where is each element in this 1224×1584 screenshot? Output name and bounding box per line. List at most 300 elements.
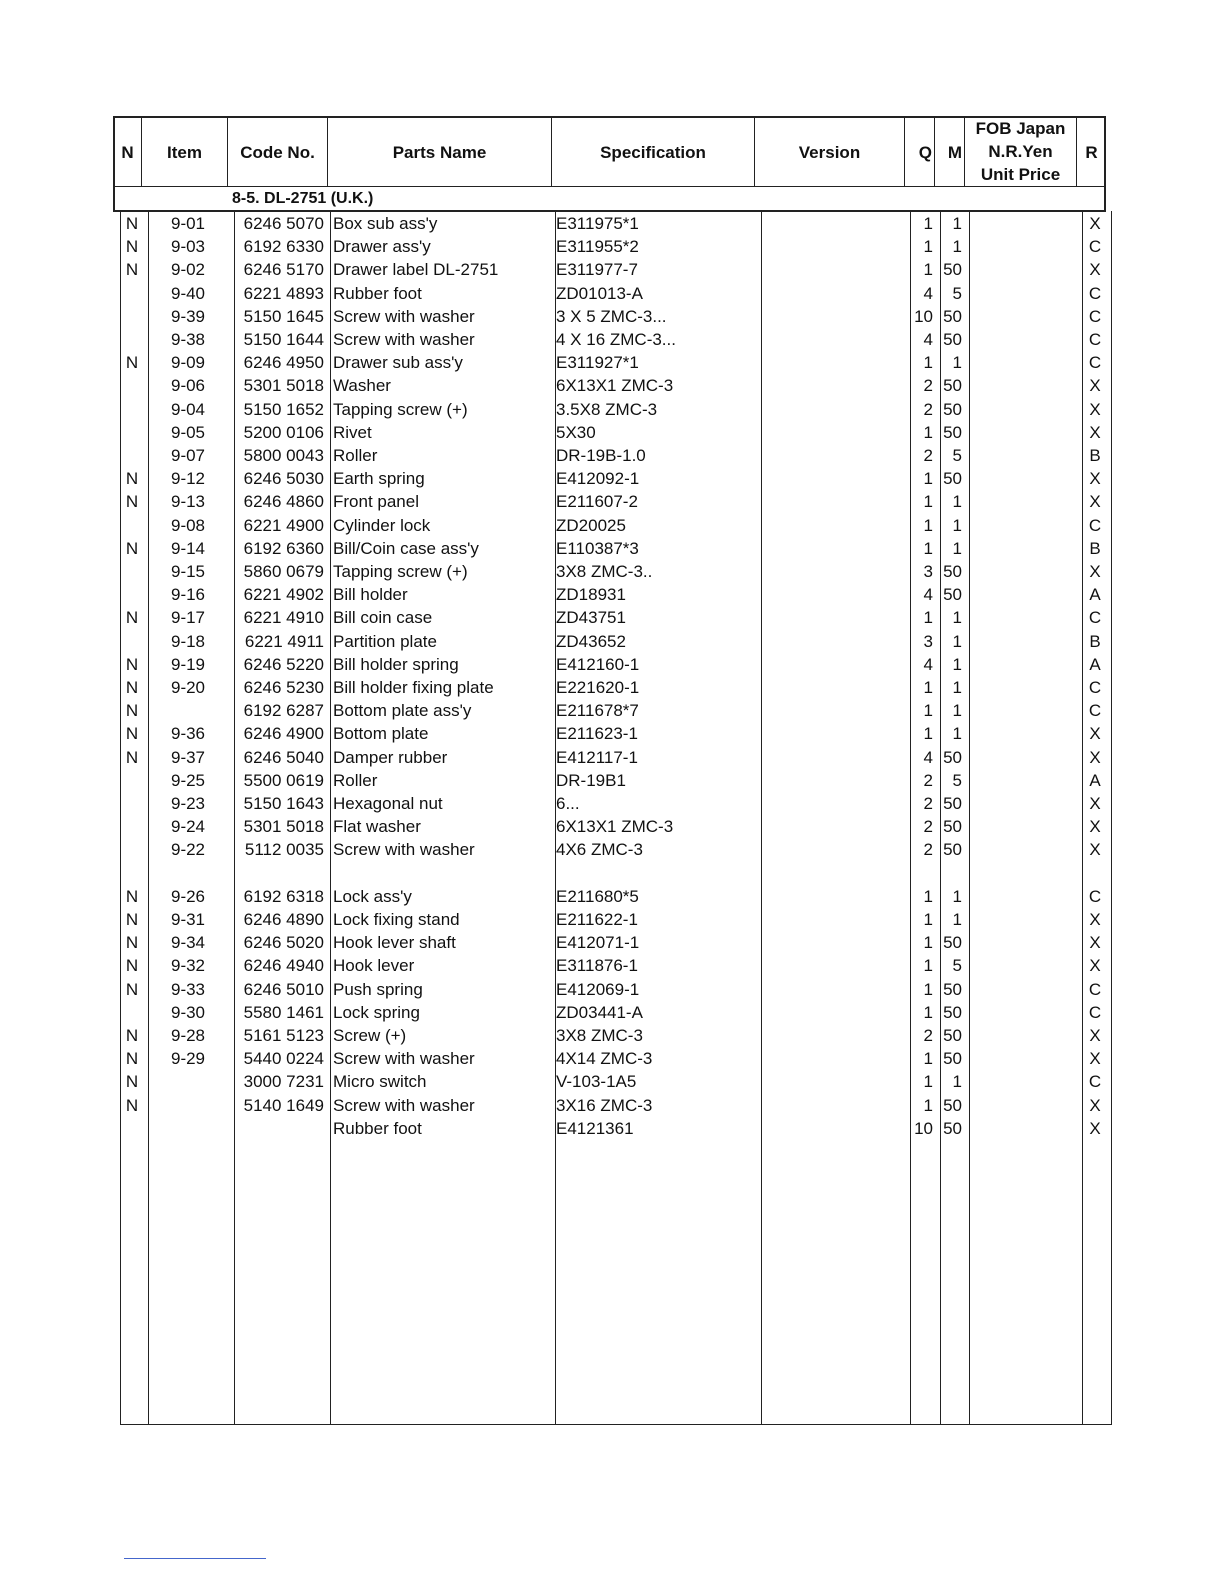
row-r: C: [1088, 678, 1102, 697]
row-code: 5301 5018: [243, 376, 324, 396]
table-row: [0, 1001, 1224, 1024]
row-m: 1: [952, 701, 962, 721]
row-parts-name: Hook lever shaft: [333, 933, 456, 953]
row-m: 1: [952, 353, 962, 373]
table-row: [0, 653, 1224, 676]
col-header-q: Q: [918, 142, 932, 162]
row-specification: ZD20025: [556, 515, 626, 535]
row-q: 1: [923, 538, 933, 558]
row-code: 6246 4860: [243, 492, 324, 512]
row-parts-name: Earth spring: [333, 469, 425, 489]
row-q: 2: [923, 770, 933, 790]
row-q: 2: [923, 817, 933, 837]
row-q: 2: [923, 399, 933, 419]
row-m: 5: [952, 446, 962, 465]
row-item: 9-23: [170, 794, 206, 813]
row-item: 9-03: [170, 237, 206, 257]
row-parts-name: Washer: [333, 376, 391, 396]
row-item: 9-31: [170, 910, 206, 929]
row-specification: 3X8 ZMC-3: [556, 1026, 643, 1045]
row-m: 50: [943, 585, 962, 605]
row-code: 5200 0106: [243, 422, 324, 442]
row-n: N: [125, 1095, 139, 1115]
row-q: 1: [923, 353, 933, 373]
row-r: X: [1089, 794, 1101, 813]
row-r: C: [1088, 306, 1102, 326]
row-specification: E412069-1: [556, 979, 640, 999]
row-n: N: [125, 538, 139, 558]
row-parts-name: Screw with washer: [333, 1049, 475, 1069]
row-code: 5112 0035: [244, 840, 324, 860]
row-parts-name: Lock ass'y: [333, 886, 412, 906]
table-row: [0, 537, 1224, 560]
row-specification: 6X13X1 ZMC-3: [556, 817, 674, 837]
row-code: 6246 5220: [243, 654, 324, 674]
price-header-line3: Unit Price: [980, 164, 1061, 184]
row-item: 9-38: [170, 330, 206, 349]
row-item: 9-20: [170, 678, 206, 697]
row-r: B: [1089, 538, 1101, 558]
row-specification: E412160-1: [556, 654, 640, 674]
row-parts-name: Cylinder lock: [333, 515, 431, 535]
row-r: X: [1089, 214, 1101, 233]
row-q: 1: [923, 260, 933, 280]
row-m: 50: [943, 562, 962, 581]
row-item: 9-02: [170, 260, 206, 280]
row-parts-name: Bottom plate: [333, 724, 429, 744]
table-row: [0, 746, 1224, 769]
row-m: 50: [943, 1095, 962, 1115]
row-specification: E412092-1: [556, 469, 640, 489]
row-m: 50: [943, 1049, 962, 1069]
row-item: 9-09: [170, 353, 206, 373]
table-row: [0, 1094, 1224, 1117]
row-n: N: [125, 1049, 139, 1069]
row-m: 5: [952, 283, 962, 303]
row-q: 1: [923, 608, 933, 628]
row-parts-name: Hexagonal nut: [333, 794, 443, 813]
row-r: C: [1088, 330, 1102, 349]
row-m: 1: [952, 214, 962, 233]
row-code: 5150 1644: [243, 330, 324, 349]
table-row: [0, 815, 1224, 838]
table-row: [0, 305, 1224, 328]
row-r: C: [1088, 1072, 1102, 1092]
row-item: 9-12: [170, 469, 206, 489]
row-code: 6246 5070: [243, 214, 324, 233]
row-m: 1: [952, 515, 962, 535]
row-code: 5440 0224: [243, 1049, 324, 1069]
row-r: B: [1089, 631, 1101, 651]
row-r: A: [1089, 585, 1101, 605]
row-code: 6246 5030: [243, 469, 324, 489]
row-parts-name: Bill/Coin case ass'y: [333, 538, 479, 558]
row-r: C: [1088, 608, 1102, 628]
table-row: [0, 212, 1224, 235]
row-parts-name: Roller: [333, 770, 378, 790]
row-code: 6192 6360: [243, 538, 324, 558]
row-item: 9-15: [170, 562, 206, 581]
table-row: [0, 792, 1224, 815]
table-row: [0, 490, 1224, 513]
row-parts-name: Tapping screw (+): [333, 562, 468, 581]
row-parts-name: Tapping screw (+): [333, 399, 468, 419]
row-parts-name: Damper rubber: [333, 747, 448, 767]
table-row: [0, 444, 1224, 467]
row-m: 50: [943, 794, 962, 813]
row-parts-name: Flat washer: [333, 817, 421, 837]
row-code: 3000 7231: [243, 1072, 324, 1092]
row-m: 1: [952, 678, 962, 697]
row-item: 9-13: [170, 492, 206, 512]
row-m: 50: [943, 1002, 962, 1022]
row-r: X: [1089, 747, 1101, 767]
row-specification: ZD03441-A: [556, 1002, 643, 1022]
row-item: 9-26: [170, 886, 206, 906]
row-specification: E211622-1: [556, 910, 638, 929]
row-q: 1: [923, 237, 933, 257]
row-code: 5150 1652: [243, 399, 324, 419]
row-n: N: [125, 933, 139, 953]
table-row: [0, 722, 1224, 745]
row-q: 1: [923, 422, 933, 442]
col-header-unit-price: [965, 116, 1076, 186]
col-header-m: M: [947, 142, 962, 162]
row-code: 6221 4900: [243, 515, 324, 535]
row-m: 50: [943, 399, 962, 419]
price-header-line1: FOB Japan: [975, 118, 1066, 138]
row-code: 6221 4910: [243, 608, 324, 628]
row-item: 9-34: [170, 933, 206, 953]
row-n: N: [125, 910, 139, 929]
row-item: 9-04: [170, 399, 206, 419]
row-n: N: [125, 353, 139, 373]
row-q: 1: [923, 678, 933, 697]
table-row: [0, 258, 1224, 281]
footer-rule: [124, 1558, 266, 1559]
row-code: 6221 4902: [243, 585, 324, 605]
row-r: C: [1088, 237, 1102, 257]
row-r: X: [1089, 840, 1101, 860]
table-row: [0, 885, 1224, 908]
table-row: [0, 1047, 1224, 1070]
row-r: X: [1089, 562, 1101, 581]
row-code: 6246 5020: [243, 933, 324, 953]
row-code: 6246 5010: [243, 979, 324, 999]
row-code: 6221 4893: [243, 283, 324, 303]
row-item: 9-40: [170, 283, 206, 303]
row-r: X: [1089, 469, 1101, 489]
row-q: 2: [923, 840, 933, 860]
row-m: 50: [943, 376, 962, 396]
row-item: 9-14: [170, 538, 206, 558]
row-m: 50: [943, 817, 962, 837]
row-specification: E311955*2: [556, 237, 639, 257]
table-row: [0, 630, 1224, 653]
row-code: 5800 0043: [243, 446, 324, 465]
row-r: A: [1089, 770, 1101, 790]
row-parts-name: Screw with washer: [333, 840, 475, 860]
row-m: 1: [952, 724, 962, 744]
row-code: 5860 0679: [243, 562, 324, 581]
row-r: C: [1088, 353, 1102, 373]
row-parts-name: Drawer ass'y: [333, 237, 431, 257]
row-n: N: [125, 608, 139, 628]
row-item: 9-01: [170, 214, 206, 233]
row-n: N: [125, 260, 139, 280]
row-q: 4: [923, 330, 933, 349]
row-code: 5500 0619: [243, 770, 324, 790]
row-parts-name: Box sub ass'y: [333, 214, 438, 233]
row-specification: 3X8 ZMC-3..: [556, 562, 653, 581]
table-row: [0, 374, 1224, 397]
row-code: 6246 4890: [243, 910, 324, 929]
row-item: 9-06: [170, 376, 206, 396]
row-parts-name: Screw (+): [333, 1026, 407, 1045]
row-item: 9-16: [170, 585, 206, 605]
table-row: [0, 282, 1224, 305]
row-n: N: [125, 237, 139, 257]
row-specification: E211607-2: [556, 492, 638, 512]
row-q: 1: [923, 515, 933, 535]
row-q: 1: [923, 933, 933, 953]
row-r: C: [1088, 701, 1102, 721]
row-specification: DR-19B-1.0: [556, 446, 646, 465]
row-item: 9-33: [170, 979, 206, 999]
row-item: 9-18: [170, 631, 206, 651]
row-q: 3: [923, 631, 933, 651]
row-specification: E311876-1: [556, 956, 638, 976]
row-item: 9-05: [170, 422, 206, 442]
row-m: 1: [952, 608, 962, 628]
col-header-code: Code No.: [240, 142, 315, 162]
row-m: 50: [943, 979, 962, 999]
row-code: 5150 1645: [243, 306, 324, 326]
row-parts-name: Screw with washer: [333, 306, 475, 326]
row-parts-name: Rubber foot: [333, 283, 422, 303]
row-specification: 4X14 ZMC-3: [556, 1049, 653, 1069]
row-n: N: [125, 724, 139, 744]
row-parts-name: Push spring: [333, 979, 423, 999]
row-item: 9-36: [170, 724, 206, 744]
row-r: X: [1089, 817, 1101, 837]
row-n: N: [125, 1072, 139, 1092]
row-specification: DR-19B1: [556, 770, 626, 790]
row-code: 6192 6318: [243, 886, 324, 906]
row-r: X: [1089, 399, 1101, 419]
row-parts-name: Bill holder fixing plate: [333, 678, 494, 697]
row-m: 50: [943, 469, 962, 489]
row-parts-name: Bill holder spring: [333, 654, 459, 674]
row-item: 9-29: [170, 1049, 206, 1069]
row-specification: ZD01013-A: [556, 283, 643, 303]
row-n: N: [125, 979, 139, 999]
row-m: 1: [952, 654, 962, 674]
row-m: 5: [952, 956, 962, 976]
col-header-r: R: [1085, 142, 1098, 162]
row-specification: E412071-1: [556, 933, 640, 953]
row-q: 1: [923, 910, 933, 929]
row-parts-name: Lock fixing stand: [333, 910, 460, 929]
row-r: X: [1089, 1118, 1101, 1138]
row-specification: E4121361: [556, 1118, 634, 1138]
row-parts-name: Rivet: [333, 422, 372, 442]
row-m: 50: [943, 260, 962, 280]
row-specification: E311927*1: [556, 353, 639, 373]
row-q: 1: [923, 886, 933, 906]
table-row: [0, 235, 1224, 258]
table-row: [0, 351, 1224, 374]
row-code: 6246 4940: [243, 956, 324, 976]
row-q: 2: [923, 1026, 933, 1045]
row-code: 6192 6287: [243, 701, 324, 721]
row-q: 2: [923, 376, 933, 396]
row-specification: 3X16 ZMC-3: [556, 1095, 653, 1115]
row-q: 1: [923, 214, 933, 233]
row-code: 6192 6330: [243, 237, 324, 257]
row-specification: 4 X 16 ZMC-3...: [556, 330, 676, 349]
row-m: 50: [943, 422, 962, 442]
table-row: [0, 838, 1224, 861]
row-r: B: [1089, 446, 1101, 465]
row-code: 6246 5230: [243, 678, 324, 697]
row-n: N: [125, 654, 139, 674]
row-n: N: [125, 214, 139, 233]
table-row: [0, 583, 1224, 606]
row-q: 10: [914, 306, 933, 326]
table-row: [0, 769, 1224, 792]
table-row: [0, 560, 1224, 583]
row-parts-name: Roller: [333, 446, 378, 465]
row-code: 5301 5018: [243, 817, 324, 837]
row-parts-name: Screw with washer: [333, 1095, 475, 1115]
row-parts-name: Micro switch: [333, 1072, 427, 1092]
row-code: 5580 1461: [243, 1002, 324, 1022]
row-m: 50: [943, 747, 962, 767]
row-r: C: [1088, 1002, 1102, 1022]
row-parts-name: Hook lever: [333, 956, 415, 976]
row-code: 6221 4911: [244, 631, 324, 651]
row-item: 9-07: [170, 446, 206, 465]
row-m: 1: [952, 631, 962, 651]
row-r: X: [1089, 260, 1101, 280]
row-q: 1: [923, 956, 933, 976]
row-r: X: [1089, 933, 1101, 953]
row-parts-name: Drawer label DL-2751: [333, 260, 499, 280]
table-row: [0, 328, 1224, 351]
row-item: 9-30: [170, 1002, 206, 1022]
row-m: 50: [943, 933, 962, 953]
row-specification: 3 X 5 ZMC-3...: [556, 306, 667, 326]
row-r: C: [1088, 283, 1102, 303]
row-parts-name: Front panel: [333, 492, 419, 512]
table-row: [0, 978, 1224, 1001]
row-specification: E311975*1: [556, 214, 639, 233]
row-m: 50: [943, 330, 962, 349]
row-parts-name: Partition plate: [333, 631, 437, 651]
table-row: [0, 398, 1224, 421]
row-specification: E311977-7: [556, 260, 638, 280]
row-r: C: [1088, 515, 1102, 535]
row-n: N: [125, 492, 139, 512]
row-specification: ZD18931: [556, 585, 626, 605]
row-m: 1: [952, 492, 962, 512]
col-header-parts-name: Parts Name: [392, 142, 487, 162]
row-specification: V-103-1A5: [556, 1072, 637, 1092]
row-m: 50: [943, 1026, 962, 1045]
row-m: 1: [952, 1072, 962, 1092]
row-specification: E211623-1: [556, 724, 638, 744]
table-row: [0, 606, 1224, 629]
row-q: 10: [914, 1118, 933, 1138]
row-r: X: [1089, 1049, 1101, 1069]
row-item: 9-08: [170, 515, 206, 535]
row-m: 1: [952, 910, 962, 929]
col-header-n: N: [121, 142, 134, 162]
row-q: 4: [923, 283, 933, 303]
row-r: X: [1089, 724, 1101, 744]
row-r: C: [1088, 979, 1102, 999]
table-row: [0, 676, 1224, 699]
table-row: [0, 862, 1224, 885]
row-item: 9-25: [170, 770, 206, 790]
row-r: X: [1089, 956, 1101, 976]
row-n: N: [125, 678, 139, 697]
row-m: 1: [952, 237, 962, 257]
header-divider: [113, 186, 1106, 187]
row-n: N: [125, 469, 139, 489]
row-item: 9-17: [170, 608, 206, 628]
row-q: 2: [923, 446, 933, 465]
col-header-item: Item: [167, 142, 202, 162]
price-header-line2: N.R.Yen: [988, 141, 1053, 161]
table-row: [0, 421, 1224, 444]
row-m: 1: [952, 538, 962, 558]
row-m: 50: [943, 840, 962, 860]
table-row: [0, 1070, 1224, 1093]
table-row: [0, 514, 1224, 537]
row-specification: ZD43751: [556, 608, 626, 628]
row-parts-name: Lock spring: [333, 1002, 420, 1022]
row-item: 9-24: [170, 817, 206, 837]
row-r: X: [1089, 1026, 1101, 1045]
row-code: 6246 4950: [243, 353, 324, 373]
col-header-version: Version: [798, 142, 861, 162]
row-parts-name: Bill holder: [333, 585, 408, 605]
row-code: 5161 5123: [243, 1026, 324, 1045]
row-specification: ZD43652: [556, 631, 626, 651]
row-item: 9-37: [170, 747, 206, 767]
row-n: N: [125, 1026, 139, 1045]
row-code: 6246 5040: [243, 747, 324, 767]
table-row: [0, 1024, 1224, 1047]
row-specification: 6X13X1 ZMC-3: [556, 376, 674, 396]
row-n: N: [125, 747, 139, 767]
row-r: X: [1089, 376, 1101, 396]
row-parts-name: Bill coin case: [333, 608, 433, 628]
row-specification: E211680*5: [556, 886, 639, 906]
row-code: 6246 4900: [243, 724, 324, 744]
row-q: 1: [923, 492, 933, 512]
row-m: 5: [952, 770, 962, 790]
table-row: [0, 1117, 1224, 1140]
row-n: N: [125, 956, 139, 976]
row-specification: E412117-1: [556, 747, 638, 767]
row-specification: 3.5X8 ZMC-3: [556, 399, 658, 419]
row-item: 9-39: [170, 306, 206, 326]
row-n: N: [125, 701, 139, 721]
row-q: 1: [923, 1095, 933, 1115]
